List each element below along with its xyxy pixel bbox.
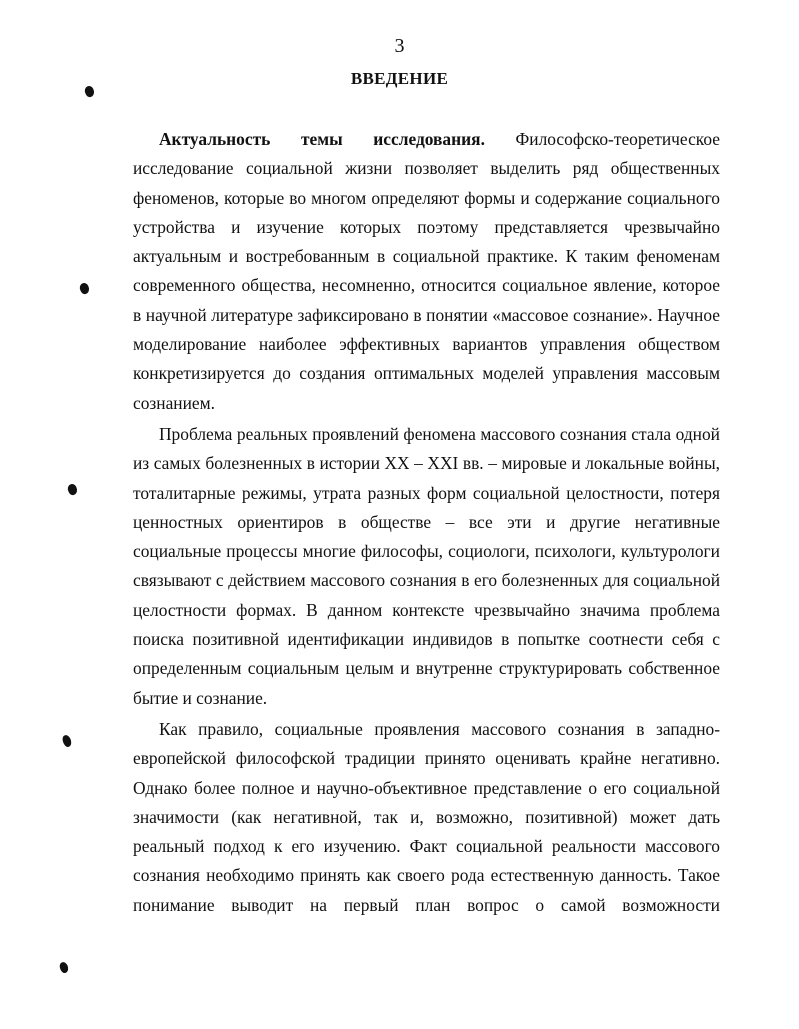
ink-mark bbox=[78, 282, 91, 296]
paragraph-problem: Проблема реальных проявлений феномена массового сознания стала одной из самых болезненных в истории XX – XXI вв. – мировые и локальные войны, тоталитарные режимы, утрата разных форм социальной целостности, потеря ценностных ориентиров в обществе – все эти и другие негативные социальные процессы многие философы, социологи, психологи, культурологи связывают с действием массового сознания в его болезненных для социальной целостности формах. В данном контексте чрезвычайно значима проблема поиска позитивной идентификации индивидов в попытке соотнести себя с определенным социальным целым и внутренне структурировать собственное бытие и сознание. bbox=[133, 423, 720, 708]
paragraph-western-tradition: Как правило, социальные проявления массового сознания в западно-европейской философской традиции принято оценивать крайне негативно. Однако более полное и научно-объективное представление о его социальной значимости (как негативной, так и, возможно, позитивной) может дать реальный подход к его изучению. Факт социальной реальности массового сознания необходимо принять как своего рода естественную данность. Такое понимание выводит на первый план вопрос о самой возможности bbox=[133, 718, 720, 915]
paragraph-text: Философско-теоретическое исследование социальной жизни позволяет выделить ряд общественных феноменов, которые во многом определяют формы и содержание социального устройства и изучение которых поэтому представляется чрезвычайно актуальным и востребованным в социальной практике. К таким феноменам современного общества, несомненно, относится социальное явление, которое в научной литературе зафиксировано в понятии «массовое сознание». Научное моделирование наиболее эффективных вариантов управления обществом конкретизируется до создания оптимальных моделей управления массовым сознанием. bbox=[133, 129, 720, 413]
ink-mark bbox=[61, 734, 73, 748]
section-heading: ВВЕДЕНИЕ bbox=[350, 69, 449, 88]
ink-mark bbox=[66, 483, 79, 497]
page-number: 3 bbox=[394, 35, 405, 57]
paragraph-relevance bbox=[133, 125, 720, 418]
body-text bbox=[133, 125, 720, 920]
ink-mark bbox=[58, 961, 70, 974]
paragraph-lead: Актуальность темы исследования. bbox=[159, 129, 485, 149]
